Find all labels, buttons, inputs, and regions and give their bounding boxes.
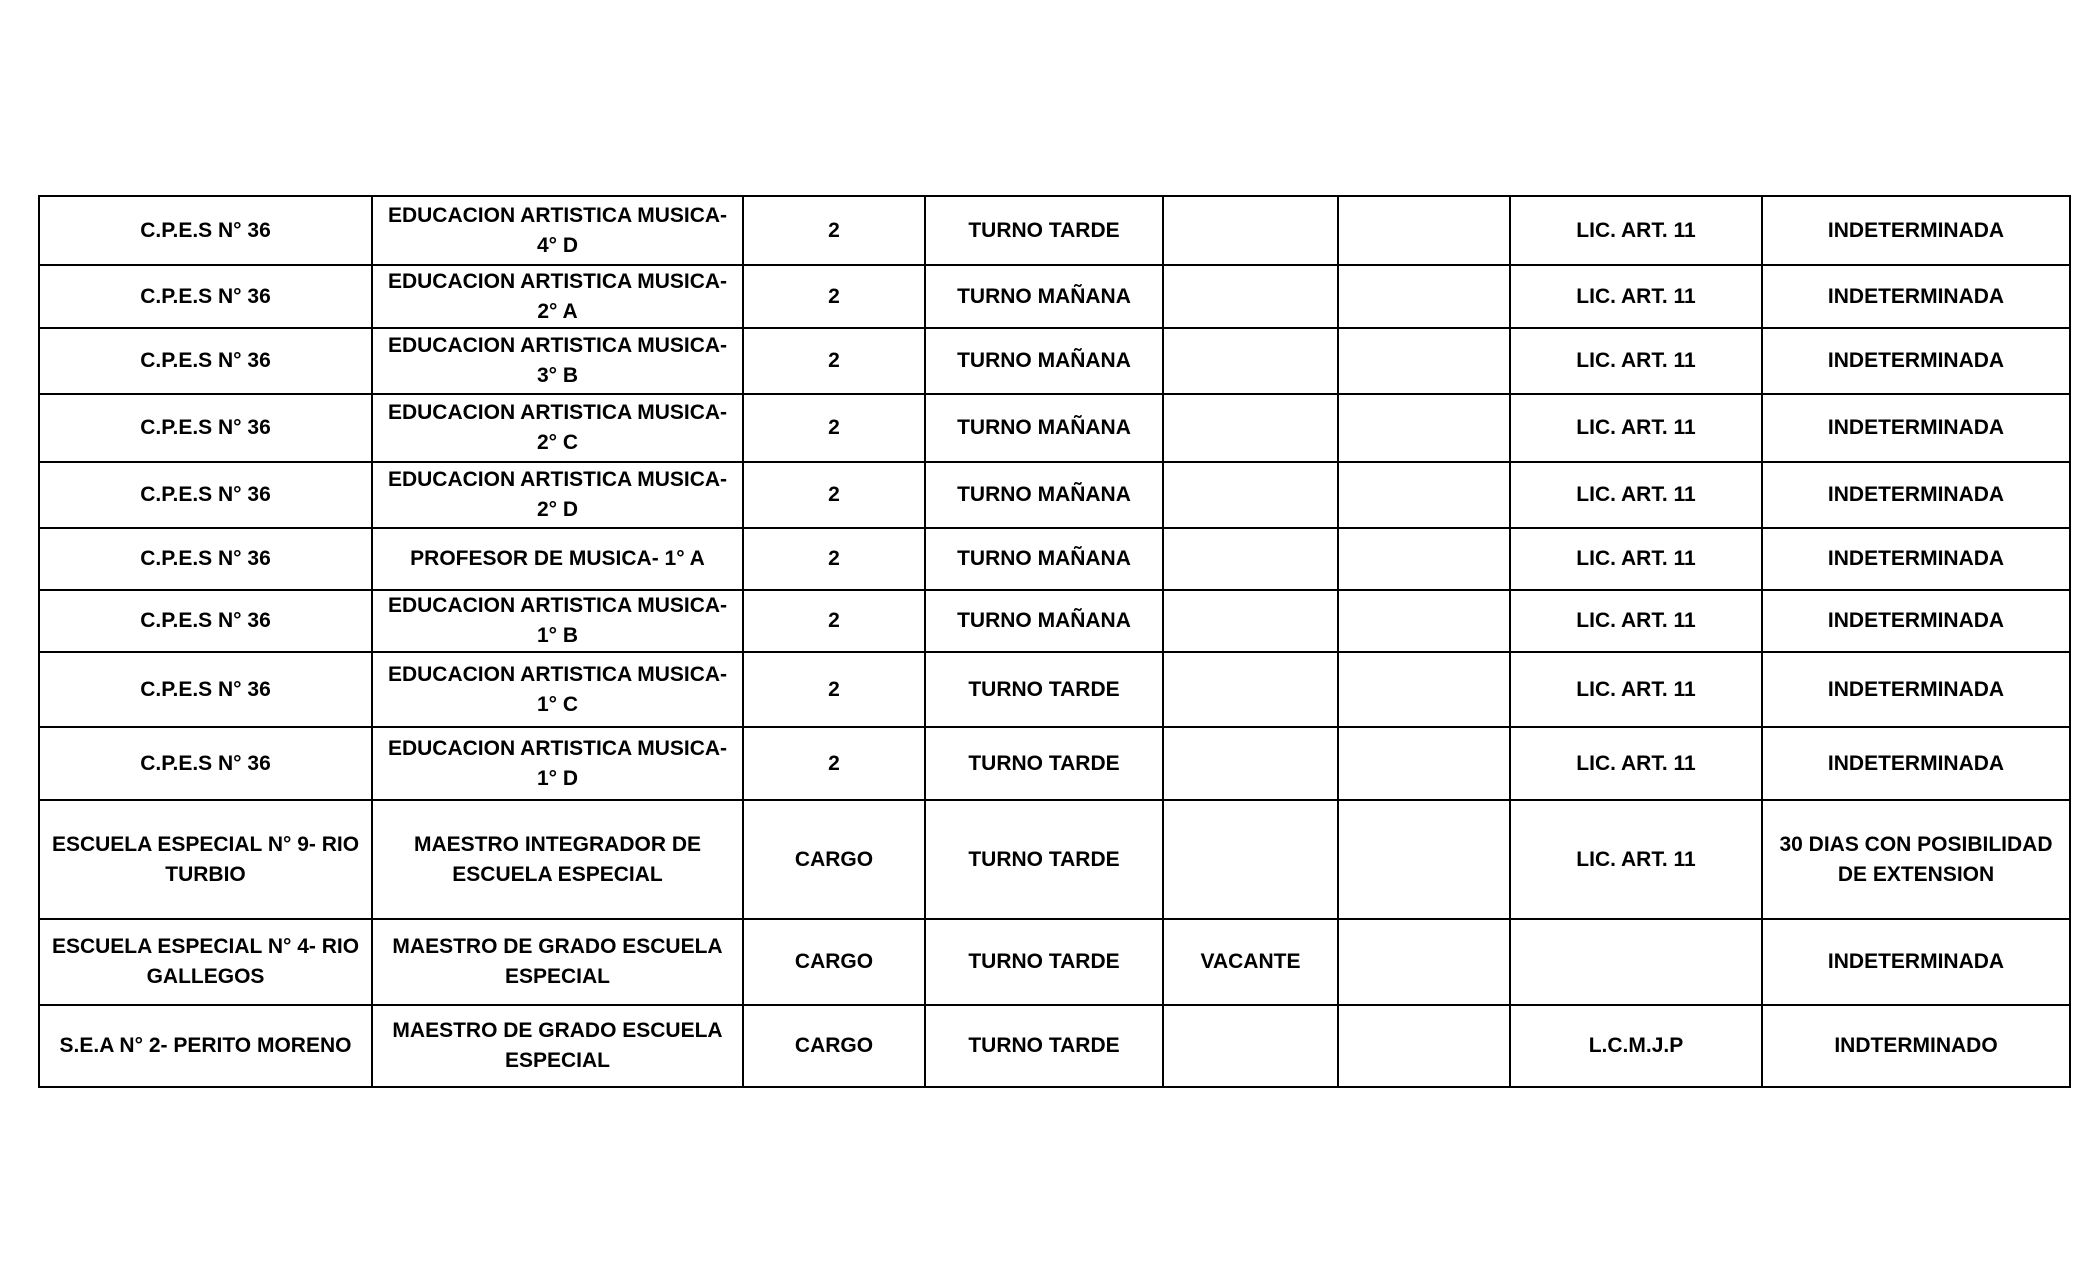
table-row [39,328,2070,394]
shift-cell: TURNO TARDE [925,800,1163,919]
reason-cell: LIC. ART. 11 [1510,394,1762,462]
duration-cell: INDETERMINADA [1762,328,2070,394]
school-cell: C.P.E.S N° 36 [39,462,372,528]
vacancies-table [38,195,2071,1088]
position-cell: MAESTRO INTEGRADOR DE ESCUELA ESPECIAL [372,800,743,919]
table-row [39,727,2070,800]
blank-cell [1338,528,1510,590]
shift-cell: TURNO MAÑANA [925,328,1163,394]
duration-cell: INDETERMINADA [1762,652,2070,727]
hours-cell: 2 [743,196,925,265]
table-row [39,265,2070,328]
blank-cell [1338,727,1510,800]
status-cell [1163,196,1338,265]
blank-cell [1338,919,1510,1005]
hours-cell: 2 [743,265,925,328]
reason-cell: LIC. ART. 11 [1510,652,1762,727]
blank-cell [1338,394,1510,462]
status-cell [1163,1005,1338,1087]
hours-cell: 2 [743,727,925,800]
duration-cell: INDETERMINADA [1762,265,2070,328]
position-cell: EDUCACION ARTISTICA MUSICA- 3° B [372,328,743,394]
vacancies-table-body [39,196,2070,1087]
blank-cell [1338,196,1510,265]
school-cell: ESCUELA ESPECIAL N° 9- RIO TURBIO [39,800,372,919]
status-cell [1163,394,1338,462]
reason-cell: LIC. ART. 11 [1510,528,1762,590]
duration-cell: INDETERMINADA [1762,590,2070,652]
status-cell [1163,590,1338,652]
school-cell: C.P.E.S N° 36 [39,652,372,727]
school-cell: C.P.E.S N° 36 [39,196,372,265]
hours-cell: 2 [743,528,925,590]
shift-cell: TURNO TARDE [925,1005,1163,1087]
hours-cell: CARGO [743,1005,925,1087]
table-row [39,394,2070,462]
hours-cell: 2 [743,590,925,652]
school-cell: C.P.E.S N° 36 [39,328,372,394]
table-row [39,800,2070,919]
position-cell: MAESTRO DE GRADO ESCUELA ESPECIAL [372,919,743,1005]
school-cell: C.P.E.S N° 36 [39,727,372,800]
table-row [39,196,2070,265]
school-cell: S.E.A N° 2- PERITO MORENO [39,1005,372,1087]
position-cell: EDUCACION ARTISTICA MUSICA- 1° B [372,590,743,652]
duration-cell: INDETERMINADA [1762,462,2070,528]
table-row [39,919,2070,1005]
status-cell: VACANTE [1163,919,1338,1005]
duration-cell: 30 DIAS CON POSIBILIDAD DE EXTENSION [1762,800,2070,919]
position-cell: EDUCACION ARTISTICA MUSICA- 2° C [372,394,743,462]
hours-cell: 2 [743,652,925,727]
blank-cell [1338,462,1510,528]
status-cell [1163,528,1338,590]
status-cell [1163,800,1338,919]
position-cell: EDUCACION ARTISTICA MUSICA- 2° A [372,265,743,328]
shift-cell: TURNO TARDE [925,919,1163,1005]
shift-cell: TURNO TARDE [925,196,1163,265]
reason-cell: LIC. ART. 11 [1510,328,1762,394]
shift-cell: TURNO MAÑANA [925,265,1163,328]
reason-cell: LIC. ART. 11 [1510,727,1762,800]
shift-cell: TURNO TARDE [925,727,1163,800]
reason-cell: LIC. ART. 11 [1510,800,1762,919]
hours-cell: 2 [743,394,925,462]
shift-cell: TURNO TARDE [925,652,1163,727]
table-row [39,1005,2070,1087]
status-cell [1163,652,1338,727]
duration-cell: INDETERMINADA [1762,727,2070,800]
duration-cell: INDETERMINADA [1762,394,2070,462]
duration-cell: INDETERMINADA [1762,919,2070,1005]
school-cell: C.P.E.S N° 36 [39,528,372,590]
position-cell: MAESTRO DE GRADO ESCUELA ESPECIAL [372,1005,743,1087]
status-cell [1163,727,1338,800]
blank-cell [1338,652,1510,727]
school-cell: ESCUELA ESPECIAL N° 4- RIO GALLEGOS [39,919,372,1005]
blank-cell [1338,590,1510,652]
duration-cell: INDTERMINADO [1762,1005,2070,1087]
hours-cell: 2 [743,328,925,394]
table-row [39,528,2070,590]
position-cell: EDUCACION ARTISTICA MUSICA- 2° D [372,462,743,528]
duration-cell: INDETERMINADA [1762,196,2070,265]
reason-cell [1510,919,1762,1005]
school-cell: C.P.E.S N° 36 [39,590,372,652]
reason-cell: LIC. ART. 11 [1510,265,1762,328]
blank-cell [1338,1005,1510,1087]
shift-cell: TURNO MAÑANA [925,590,1163,652]
reason-cell: LIC. ART. 11 [1510,590,1762,652]
status-cell [1163,328,1338,394]
position-cell: EDUCACION ARTISTICA MUSICA- 1° C [372,652,743,727]
position-cell: EDUCACION ARTISTICA MUSICA- 1° D [372,727,743,800]
position-cell: PROFESOR DE MUSICA- 1° A [372,528,743,590]
shift-cell: TURNO MAÑANA [925,462,1163,528]
hours-cell: CARGO [743,800,925,919]
hours-cell: CARGO [743,919,925,1005]
table-row [39,590,2070,652]
duration-cell: INDETERMINADA [1762,528,2070,590]
blank-cell [1338,800,1510,919]
shift-cell: TURNO MAÑANA [925,528,1163,590]
reason-cell: LIC. ART. 11 [1510,196,1762,265]
shift-cell: TURNO MAÑANA [925,394,1163,462]
table-row [39,462,2070,528]
table-row [39,652,2070,727]
reason-cell: LIC. ART. 11 [1510,462,1762,528]
position-cell: EDUCACION ARTISTICA MUSICA- 4° D [372,196,743,265]
blank-cell [1338,265,1510,328]
hours-cell: 2 [743,462,925,528]
school-cell: C.P.E.S N° 36 [39,394,372,462]
status-cell [1163,265,1338,328]
status-cell [1163,462,1338,528]
reason-cell: L.C.M.J.P [1510,1005,1762,1087]
school-cell: C.P.E.S N° 36 [39,265,372,328]
blank-cell [1338,328,1510,394]
